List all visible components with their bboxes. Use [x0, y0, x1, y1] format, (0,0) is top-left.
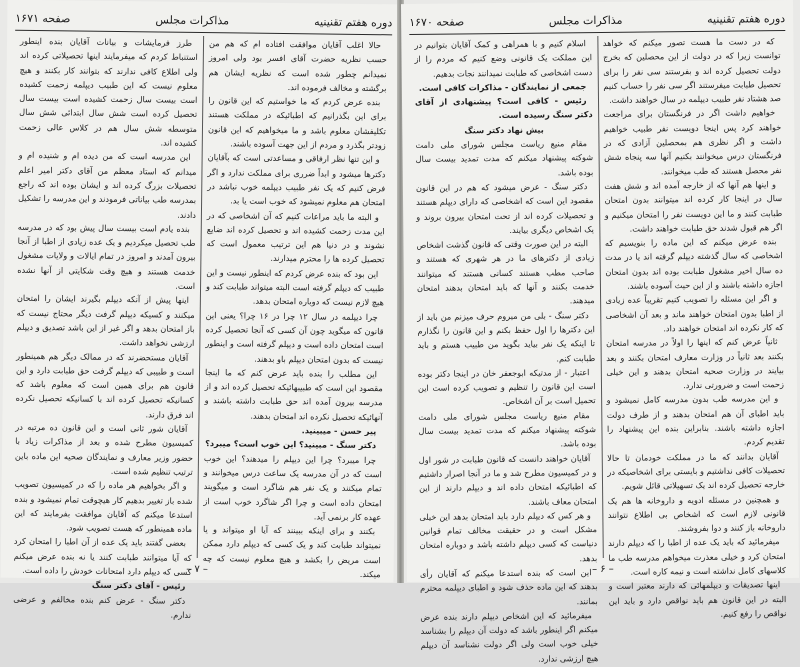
- paragraph: دکتر سنگ - عرض کنم بنده مخالفم و عرضی ندارم.: [13, 593, 192, 620]
- paragraph: این مدرسه است که من دیده ام و شنیده ام و میدانم که استاد معظم من آقای دکتر امیر اعلم تحصیلات بزرگ کرده اند و ایشان بوده اند که راجع بمدرسه طب بیاناتی فرمودند و این مدرسه را تشکیل دادند.: [18, 150, 197, 220]
- paragraph: و همچنین در مسئله ادویه و داروخانه ها هم یک قانونی لازم است که اشخاص بی اطلاع نتوانند داروخانه باز کنند و دوا بفروشند.: [607, 493, 786, 534]
- paragraph: مقام منیع ریاست مجلس شورای ملی دامت شوکته پیشنهاد میکنم که مدت تمدید بیست سال بوده باشد.: [415, 138, 594, 178]
- right-columns: [409, 34, 790, 664]
- paragraph: بعضی گفتند باید یک عده از آن اطبا را امتحان کرد که آیا میتوانند طبابت کنند یا نه بنده عرض میکنم کسی که دیپلم دارد امتحانات خودش را داده است.: [13, 536, 192, 577]
- paragraph: و اگر این مسئله را تصویب کنیم تقریباً عده زیادی از اطبا بدون امتحان خواهند ماند و بعد آن اشخاصی که کار نکرده اند امتحان خواهند داد.: [605, 293, 784, 334]
- paragraph: میفرمائید که این اشخاص دیپلم دارند بنده عرض میکنم اگر اینطور باشد که دولت آن دیپلم را بشناسد خیلی خوب است ولی اگر دولت نشناسد آن دیپلم هیچ ارزشی ندارد.: [420, 609, 599, 664]
- paragraph: بنده عرض کردم که ما خواستیم که این قانون را برای این بگذرانیم که اطبائیکه در مملکت هستند تکلیفشان معلوم باشد و ما میخواهیم که این قانون زودتر بگذرد و مردم از این جهت آسوده باشند.: [207, 95, 387, 151]
- speaker-line: جمعی از نمایندگان - مذاکرات کافی است.: [418, 81, 587, 93]
- paragraph: چرا میبرد؟ چرا این دیپلم را میدهند؟ این خوب است که در آن مدرسه یک ساعت درس میخوانند و تمام میکنند و یک نفر هم شاگرد است و میگویند امتحان داده است و چرا اگر شاگرد خوب است از عهده کار برنمی آید.: [203, 452, 382, 523]
- paragraph: این است که بنده استدعا میکنم که آقایان رأی بدهند که این ماده حذف شود و اطبای دیپلمه محترم بمانند.: [419, 567, 598, 606]
- paragraph: البته در این صورت وقتی که قانون گذشت اشخاص زیادی از دکترهای ما در هر شهری که هستند و صاحب مطب هستند کسانی هستند که میتوانند خدمت بکنند و آنها که باید امتحان بدهند امتحان میدهند.: [416, 238, 595, 306]
- right-volume: دوره هفتم تقنینیه: [706, 11, 786, 26]
- right-page: [401, 0, 799, 664]
- paragraph: و اینها هم آنها که از خارجه آمده اند و شش هفت سال در اینجا کار کرده اند میتوانند بدون امتحان طبابت کنند و ما این دویست نفر را امتحان میکنیم و اگر هم قبول شدند حق طبابت خواهند داشت.: [604, 179, 783, 234]
- paragraph: آقایان مستحضرند که در ممالک دیگر هم همینطور است و طبیبی که دیپلم گرفت حق طبابت دارد و این قانون هم برای همین است که معلوم باشد که کسانیکه تحصیل کرده اند با کسانیکه تحصیل نکرده اند فرق دارند.: [15, 350, 195, 420]
- paragraph: حالا اغلب آقایان موافقت افتاده ام که هم من حسب نظریه حضرت آقای افسر بود ولی امروز نمیدانم چطور شده است که نظریه ایشان هم برگشته و مخالف فرموده اند.: [208, 38, 387, 94]
- left-columns: [9, 34, 392, 620]
- paragraph: آقایان بدانند که ما در مملکت خودمان تا حالا تحصیلات کافی نداشتیم و بایستی برای اشخاصیکه در خارجه تحصیل کرده اند یک تسهیلاتی قائل شویم.: [607, 450, 786, 491]
- paragraph: و البته ما باید مراعات کنیم که آن اشخاصی که در این مدت زحمت کشیده اند و تحصیل کرده اند ضایع نشوند و در دنیا هم این ترتیب معمول است که تحصیل کرده ها را محترم میدارند.: [206, 209, 385, 265]
- paragraph: دکتر سنگ - عرض میشود که هم در این قانون مقصود این است که اشخاصی که دارای دیپلم هستند و تحصیلات کرده اند از تحت امتحان بیرون بروند و یک اشخاص دیگری بیایند.: [415, 181, 594, 235]
- paragraph: و این تنها نظر ارفاقی و مساعدتی است که بآقایان دکترها میشود و ابداً ضرری برای مملکت ندارد و اگر فرض کنیم که یک نفر طبیب دیپلمه خوب نباشد در امتحان هم معلوم نمیشود که خوب است یا بد.: [207, 152, 386, 208]
- left-page-header: [15, 8, 392, 36]
- right-page-number: – ۶ –: [591, 563, 614, 576]
- paragraph: آقایان خواهند دانست که قانون طبابت در شور اول و در کمیسیون مطرح شد و ما در آنجا اصرار داشتیم که اطبائیکه امتحان داده اند و دیپلم دارند از این امتحان معاف باشند.: [418, 452, 597, 507]
- paragraph: میفرمائید که باید یک عده از اطبا را که دیپلم دارند امتحان کرد و خیلی معذرت میخواهم مدرسه طب ما کلاسهای کامل نداشته است و نیمه کاره است.: [608, 536, 786, 577]
- left-volume: دوره هفتم تقنینیه: [314, 14, 393, 29]
- paragraph: آقایان شور ثانی است و این قانون ده مرتبه در کمیسیون مطرح شده و بعد از مذاکرات زیاد با حضور وزیر معارف و نمایندگان صحیه این ماده باین ترتیب تنظیم شده است.: [14, 421, 194, 477]
- paragraph: و هر کس که دیپلم دارد باید امتحان بدهد این خیلی مشکل است و در حقیقت مخالف تمام قوانین دنیاست که کسی دیپلم داشته باشد و دوباره امتحان بدهد.: [419, 509, 598, 563]
- speaker-line: دکتر سنگ - مبینید؟ این خوب است؟ میبرد؟: [205, 438, 377, 451]
- speaker-line: رئیس - کافی است؟ پیشنهادی از آقای دکتر سنگ رسیده است.: [414, 95, 593, 121]
- left-page-label: صفحه ۱۶۷۱: [15, 11, 71, 25]
- right-col-1: [598, 34, 791, 619]
- paragraph: اینها پیش از آنکه دیپلم بگیرند ایشان را امتحان میکنند و کسیکه دیپلم گرفت دیگر محتاج نیست که باز امتحان بدهد و اگر غیر از این باشد تصدیق و دیپلم ارزشی نخواهد داشت.: [16, 293, 195, 349]
- speaker-line: رئیس - آقای دکتر سنگ: [91, 579, 186, 592]
- paragraph: بنده عرض میکنم که این ماده را بنویسیم که اشخاصی که سال گذشته دیپلم گرفته اند یا در مدت ده سال اخیر مشغول طبابت بوده اند بدون امتحان اجازه داشته باشند و از این حیث آسوده باشند.: [604, 236, 783, 291]
- paragraph: اینها تصدیقات و دیپلمهائی که دارند معتبر است و البته در این قانون هم باید نواقص دارد و باید این نواقص را رفع کنیم.: [608, 579, 787, 619]
- right-title: مذاکرات مجلس: [548, 13, 623, 28]
- right-page-label: صفحه ۱۶۷۰: [409, 14, 465, 29]
- paragraph: اسلام کنیم و با همراهی و کمک آقایان بتوانیم در این مملکت یک قانونی وضع کنیم که مردم را از دست اشخاصی که طبابت نمیدانند نجات بدهیم.: [414, 38, 593, 79]
- paragraph: این مطلب را بنده باید عرض کنم که ما اینجا مقصود این است که طبیبهائیکه تحصیل کرده اند و از مدرسه بیرون آمده اند حق طبابت داشته باشند و آنهائیکه تحصیل نکرده اند امتحان بدهند.: [204, 366, 383, 422]
- left-col-1: [198, 36, 392, 580]
- paragraph: ثانیاً عرض کنم که اینها را اولاً در مدرسه امتحان بکنند بعد ثانیاً در وزارت معارف امتحان بکنند و بعد بیایند در وزارت صحیه امتحان بدهند و این خیلی زحمت است و ضرورتی ندارد.: [605, 336, 785, 391]
- paragraph: بنده یادم است بیست سال پیش بود که در مدرسه طب تحصیل میکردیم و یک عده زیادی از اطبا از آنجا بیرون آمدند و امروز در تمام ایالات و ولایات مشغول خدمت هستند و هیچ وقت شکایتی از آنها نشده است.: [17, 221, 196, 291]
- paragraph: طرز فرمایشات و بیانات آقایان بنده اینطور استنباط کردم که میفرمایند اینها تحصیلاتی کرده اند ولی اطلاع کافی ندارند که بتوانند کار بکنند و هیچ معلوم نیست که این طبیب دیپلمه زحمت کشیده است بیست سال زحمت کشیده است بیست سال تحصیل کرده است شش سال ابتدائی شش سال متوسطه شش سال هم در کلاس عالی زحمت کشیده اند.: [18, 35, 198, 149]
- proposal-heading: بیش نهاد دکتر سنگ: [464, 124, 544, 136]
- paragraph: اعتبار - از مدتیکه ابوجعفر خان در اینجا دکتر بوده است این قانون را تنظیم و تصویب کرده است این تحمیل است بر آن اشخاص.: [417, 366, 596, 407]
- paragraph: و این مدرسه طب بدون مدرسه کامل نمیشود و باید اطبای آن هم امتحان بدهند و از طرف دولت اجازه داشته باشند. بنابراین بنده این پیشنهاد را تقدیم کردم.: [606, 393, 785, 447]
- right-page-header: [409, 8, 785, 35]
- paragraph: این بود که بنده عرض کردم که اینطور نیست و این طبیب که دیپلم گرفته است البته میتواند طبابت کند و هیچ لازم نیست که دوباره امتحان بدهد.: [205, 266, 385, 308]
- left-page: [0, 0, 400, 620]
- paragraph: چرا دیپلمه در سال ۱۲ چرا در ۱۶ چرا؟ یعنی این قانون که میگوید چون آن کسی که آنجا تحصیل کرده است امتحان داده است و دیپلم گرفته است و اینطور نیست که بدون امتحان دیپلم باو بدهند.: [205, 309, 384, 365]
- paragraph: دکتر سنگ - بلی من میروم حرف میزنم من باید از این دکترها را اول حفظ بکنم و این قانون را نگذارم تا اینکه یک نفر بیاید بگوید من طبیب هستم و باید طبابت کنم.: [417, 309, 596, 363]
- right-col-2: [409, 36, 602, 664]
- speaker-line: پیر حسن - میبینید.: [301, 425, 377, 437]
- left-title: مذاکرات مجلس: [155, 12, 230, 27]
- paragraph: مقام منیع ریاست مجلس شورای ملی دامت شوکته پیشنهاد میکنم که مدت تمدید بیست سال بوده باشد.: [418, 409, 597, 449]
- left-col-2: [9, 34, 203, 620]
- paragraph: خواهیم داشت اگر در فرنگستان برای مراجعت خواهند کرد پس اینجا دویست نفر طبیب خواهیم داشت و اگر نظری هم بمحصلین آزادی که در فرنگستان درس میخوانند بکنیم آنها سه پنجاه شش نفر محصل هستند که طب میخوانند.: [603, 107, 782, 177]
- paragraph: بکنند و برای اینکه ببینند که آیا او میتواند و یا نمیتواند طبابت کند و یک کسی که دیپلم دارد ممکن است مریض را بکشد و هیچ معلوم نیست که چه میکند.: [202, 524, 381, 580]
- left-page-number: – ۷ –: [186, 563, 209, 576]
- paragraph: و اگر بخواهیم هر ماده را که در کمیسیون تصویب شده باز تغییر بدهیم کار هیچوقت تمام نمیشود و بنده استدعا میکنم که آقایان موافقت بفرمایند که این ماده همینطور که هست تصویب شود.: [14, 478, 193, 535]
- paragraph: که در دست ما هست تصور میکنم که خواهد توانست زیرا که در دولت از این محصلین که بخرج دولت تحصیل کرده اند و بفرستند سی نفر را برای تحصیل طبابت میفرستند اگر سی نفر را حساب کنیم صد هشتاد نفر طبیب دیپلمه در سال خواهند داشت.: [602, 36, 782, 106]
